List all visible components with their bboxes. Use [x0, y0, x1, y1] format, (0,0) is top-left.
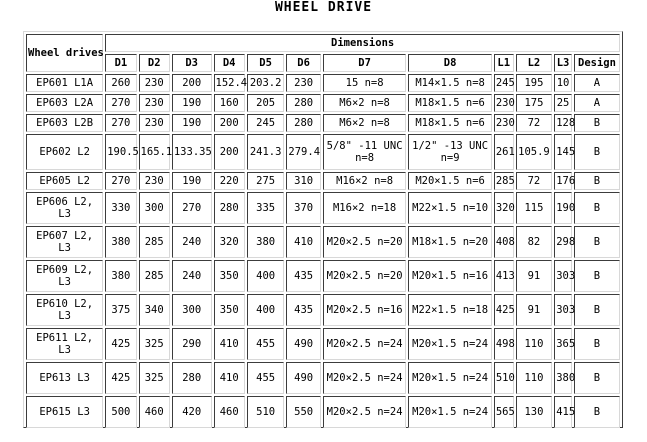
cell-d3: 420	[172, 396, 212, 428]
cell-d3: 280	[172, 362, 212, 394]
cell-d2: 285	[139, 260, 170, 292]
cell-l1: 320	[494, 192, 514, 224]
cell-d3: 190	[172, 114, 212, 132]
cell-d2: 230	[139, 74, 170, 92]
wheel-drive-name: EP611 L2, L3	[26, 328, 103, 360]
dimensions-header: Dimensions	[105, 34, 620, 52]
cell-d4: 200	[214, 114, 245, 132]
cell-l3: 176	[554, 172, 572, 190]
table-row	[26, 114, 620, 132]
cell-l1: 230	[494, 94, 514, 112]
table-row	[26, 74, 620, 92]
cell-d5: 275	[247, 172, 285, 190]
wheel-drive-name: EP603 L2B	[26, 114, 103, 132]
table-row	[26, 226, 620, 258]
column-header-d2: D2	[139, 54, 170, 72]
cell-d7: M20×2.5 n=24	[323, 362, 407, 394]
cell-design: B	[574, 294, 620, 326]
table-row	[26, 362, 620, 394]
cell-d8: M22×1.5 n=10	[408, 192, 492, 224]
cell-d5: 455	[247, 362, 285, 394]
cell-d3: 190	[172, 94, 212, 112]
table-row	[26, 192, 620, 224]
cell-l3: 145	[554, 134, 572, 170]
cell-d4: 200	[214, 134, 245, 170]
cell-l2: 115	[516, 192, 553, 224]
wheel-drive-table-frame	[23, 31, 623, 428]
cell-l3: 303	[554, 260, 572, 292]
cell-d6: 550	[286, 396, 320, 428]
cell-d1: 270	[105, 172, 136, 190]
cell-d7: 5/8" -11 UNC n=8	[323, 134, 407, 170]
cell-d6: 490	[286, 328, 320, 360]
cell-l3: 303	[554, 294, 572, 326]
cell-d3: 290	[172, 328, 212, 360]
page-title: WHEEL DRIVE	[274, 0, 373, 15]
wheel-drive-table	[24, 32, 622, 430]
cell-d5: 245	[247, 114, 285, 132]
cell-d8: M20×1.5 n=24	[408, 362, 492, 394]
table-row	[26, 396, 620, 428]
cell-l2: 72	[516, 172, 553, 190]
wheel-drive-name: EP609 L2, L3	[26, 260, 103, 292]
cell-l3: 298	[554, 226, 572, 258]
cell-l1: 510	[494, 362, 514, 394]
cell-d1: 380	[105, 260, 136, 292]
cell-design: B	[574, 260, 620, 292]
cell-d7: M16×2 n=8	[323, 172, 407, 190]
cell-d7: M16×2 n=18	[323, 192, 407, 224]
cell-d4: 460	[214, 396, 245, 428]
cell-d6: 280	[286, 94, 320, 112]
cell-d2: 340	[139, 294, 170, 326]
cell-design: B	[574, 172, 620, 190]
cell-d7: M6×2 n=8	[323, 114, 407, 132]
cell-d5: 335	[247, 192, 285, 224]
cell-d5: 205	[247, 94, 285, 112]
cell-d6: 410	[286, 226, 320, 258]
cell-l3: 380	[554, 362, 572, 394]
cell-design: B	[574, 114, 620, 132]
cell-d4: 160	[214, 94, 245, 112]
column-header-d3: D3	[172, 54, 212, 72]
cell-l3: 128	[554, 114, 572, 132]
cell-d3: 190	[172, 172, 212, 190]
cell-d7: M20×2.5 n=24	[323, 328, 407, 360]
cell-l2: 175	[516, 94, 553, 112]
cell-design: B	[574, 362, 620, 394]
cell-d2: 285	[139, 226, 170, 258]
cell-l1: 425	[494, 294, 514, 326]
wheel-drive-name: EP601 L1A	[26, 74, 103, 92]
cell-d5: 510	[247, 396, 285, 428]
cell-d8: M20×1.5 n=16	[408, 260, 492, 292]
table-row	[26, 294, 620, 326]
column-header-l3: L3	[554, 54, 572, 72]
cell-d1: 260	[105, 74, 136, 92]
cell-d3: 133.35	[172, 134, 212, 170]
cell-design: B	[574, 396, 620, 428]
cell-design: A	[574, 74, 620, 92]
cell-d1: 500	[105, 396, 136, 428]
cell-d3: 270	[172, 192, 212, 224]
wheel-drives-header: Wheel drives	[26, 34, 103, 72]
cell-d5: 400	[247, 260, 285, 292]
cell-l3: 10	[554, 74, 572, 92]
cell-d2: 165.1	[139, 134, 170, 170]
column-header-d5: D5	[247, 54, 285, 72]
wheel-drive-name: EP606 L2, L3	[26, 192, 103, 224]
cell-l3: 25	[554, 94, 572, 112]
cell-d2: 460	[139, 396, 170, 428]
cell-l3: 415	[554, 396, 572, 428]
cell-d8: M20×1.5 n=6	[408, 172, 492, 190]
cell-d2: 230	[139, 94, 170, 112]
cell-d1: 270	[105, 114, 136, 132]
cell-l1: 230	[494, 114, 514, 132]
cell-d1: 190.5	[105, 134, 136, 170]
cell-d7: M20×2.5 n=20	[323, 260, 407, 292]
cell-l2: 110	[516, 328, 553, 360]
wheel-drive-name: EP615 L3	[26, 396, 103, 428]
cell-d3: 200	[172, 74, 212, 92]
cell-d4: 280	[214, 192, 245, 224]
cell-d6: 279.4	[286, 134, 320, 170]
cell-d7: 15 n=8	[323, 74, 407, 92]
cell-d8: M22×1.5 n=18	[408, 294, 492, 326]
cell-d2: 325	[139, 362, 170, 394]
cell-d4: 220	[214, 172, 245, 190]
cell-d3: 240	[172, 260, 212, 292]
cell-design: B	[574, 192, 620, 224]
cell-d8: 1/2" -13 UNC n=9	[408, 134, 492, 170]
cell-d7: M6×2 n=8	[323, 94, 407, 112]
column-header-d1: D1	[105, 54, 136, 72]
cell-l3: 365	[554, 328, 572, 360]
column-header-d8: D8	[408, 54, 492, 72]
cell-d6: 435	[286, 260, 320, 292]
cell-d6: 280	[286, 114, 320, 132]
cell-l2: 195	[516, 74, 553, 92]
cell-l1: 261	[494, 134, 514, 170]
cell-d3: 300	[172, 294, 212, 326]
table-row	[26, 94, 620, 112]
cell-d6: 310	[286, 172, 320, 190]
table-row	[26, 134, 620, 170]
table-row	[26, 328, 620, 360]
cell-design: B	[574, 226, 620, 258]
cell-d4: 350	[214, 260, 245, 292]
wheel-drive-name: EP605 L2	[26, 172, 103, 190]
cell-l2: 82	[516, 226, 553, 258]
cell-d4: 350	[214, 294, 245, 326]
cell-d1: 330	[105, 192, 136, 224]
cell-d6: 490	[286, 362, 320, 394]
cell-d5: 203.2	[247, 74, 285, 92]
cell-design: B	[574, 134, 620, 170]
cell-l2: 105.9	[516, 134, 553, 170]
cell-d5: 400	[247, 294, 285, 326]
cell-d6: 435	[286, 294, 320, 326]
cell-d4: 410	[214, 328, 245, 360]
cell-d6: 370	[286, 192, 320, 224]
cell-l1: 245	[494, 74, 514, 92]
cell-d6: 230	[286, 74, 320, 92]
header-row-group	[26, 34, 620, 52]
cell-l2: 130	[516, 396, 553, 428]
cell-d4: 410	[214, 362, 245, 394]
cell-d5: 241.3	[247, 134, 285, 170]
column-header-d6: D6	[286, 54, 320, 72]
cell-d5: 380	[247, 226, 285, 258]
cell-l2: 72	[516, 114, 553, 132]
cell-l1: 498	[494, 328, 514, 360]
cell-d8: M18×1.5 n=6	[408, 114, 492, 132]
wheel-drive-name: EP602 L2	[26, 134, 103, 170]
cell-d5: 455	[247, 328, 285, 360]
wheel-drive-name: EP607 L2, L3	[26, 226, 103, 258]
table-body	[26, 74, 620, 428]
wheel-drive-name: EP613 L3	[26, 362, 103, 394]
column-header-d4: D4	[214, 54, 245, 72]
column-header-d7: D7	[323, 54, 407, 72]
cell-d2: 300	[139, 192, 170, 224]
cell-d2: 230	[139, 172, 170, 190]
cell-l1: 408	[494, 226, 514, 258]
cell-d1: 425	[105, 328, 136, 360]
cell-d8: M18×1.5 n=6	[408, 94, 492, 112]
table-row	[26, 260, 620, 292]
wheel-drive-name: EP603 L2A	[26, 94, 103, 112]
cell-d4: 152.4	[214, 74, 245, 92]
column-header-l1: L1	[494, 54, 514, 72]
cell-d1: 375	[105, 294, 136, 326]
cell-l2: 91	[516, 294, 553, 326]
cell-d7: M20×2.5 n=16	[323, 294, 407, 326]
cell-l2: 91	[516, 260, 553, 292]
wheel-drive-name: EP610 L2, L3	[26, 294, 103, 326]
cell-d1: 270	[105, 94, 136, 112]
cell-d3: 240	[172, 226, 212, 258]
cell-d1: 425	[105, 362, 136, 394]
column-header-row	[26, 54, 620, 72]
cell-l2: 110	[516, 362, 553, 394]
cell-d8: M18×1.5 n=20	[408, 226, 492, 258]
cell-d8: M14×1.5 n=8	[408, 74, 492, 92]
cell-l1: 285	[494, 172, 514, 190]
cell-d8: M20×1.5 n=24	[408, 328, 492, 360]
cell-d2: 325	[139, 328, 170, 360]
cell-l1: 413	[494, 260, 514, 292]
cell-design: A	[574, 94, 620, 112]
cell-d1: 380	[105, 226, 136, 258]
cell-d2: 230	[139, 114, 170, 132]
cell-d4: 320	[214, 226, 245, 258]
cell-d8: M20×1.5 n=24	[408, 396, 492, 428]
column-header-l2: L2	[516, 54, 553, 72]
cell-l3: 190	[554, 192, 572, 224]
cell-l1: 565	[494, 396, 514, 428]
table-row	[26, 172, 620, 190]
cell-d7: M20×2.5 n=24	[323, 396, 407, 428]
column-header-design: Design	[574, 54, 620, 72]
cell-d7: M20×2.5 n=20	[323, 226, 407, 258]
cell-design: B	[574, 328, 620, 360]
